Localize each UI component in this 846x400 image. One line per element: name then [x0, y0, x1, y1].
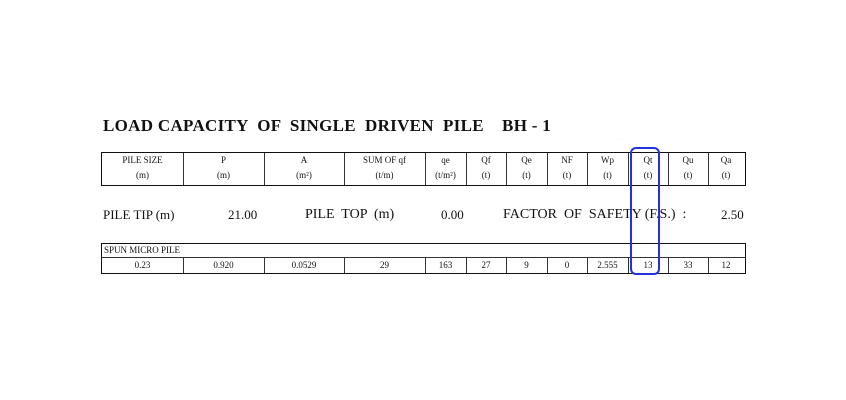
table-cell-qe: 9	[524, 260, 529, 270]
pile-tip-label: PILE TIP (m)	[103, 207, 175, 222]
header-col-qu: Qu (t)	[682, 155, 694, 180]
table-cell-qf: 27	[481, 260, 491, 270]
header-col-pile-size: PILE SIZE (m)	[122, 155, 163, 180]
pile-type-label: SPUN MICRO PILE	[104, 245, 181, 255]
page-title: LOAD CAPACITY OF SINGLE DRIVEN PILE BH - 1	[103, 116, 552, 135]
table-cell-qa: 12	[721, 260, 731, 270]
header-col-sum-qf: SUM OF qf (t/m)	[362, 155, 406, 180]
factor-of-safety-value: 2.50	[721, 207, 744, 222]
qt-column-highlight	[630, 147, 660, 275]
table-cell-qt: 13	[643, 260, 653, 270]
table-cell-qe-unit: 163	[438, 260, 453, 270]
header-col-qf: Qf (t)	[481, 155, 491, 180]
table-cell-nf: 0	[564, 260, 570, 270]
pile-top-value: 0.00	[441, 207, 464, 222]
factor-of-safety-label: FACTOR OF SAFETY (F.S.) :	[503, 207, 687, 222]
table-cell-pile-size: 0.23	[134, 260, 151, 270]
header-col-qe: Qe (t)	[521, 155, 532, 180]
header-col-qt: Qt (t)	[643, 155, 653, 180]
table-cell-wp: 2.555	[597, 260, 618, 270]
header-col-wp: Wp (t)	[601, 155, 614, 180]
header-col-qa: Qa (t)	[720, 155, 732, 180]
table-cell-a: 0.0529	[291, 260, 317, 270]
header-col-p: P (m)	[217, 155, 230, 180]
pile-tip-value: 21.00	[228, 207, 258, 222]
header-col-a: A (m²)	[296, 155, 312, 180]
table-cell-sum-qf: 29	[380, 260, 389, 270]
header-col-nf: NF (t)	[561, 155, 573, 180]
table-cell-p: 0.920	[213, 260, 234, 270]
header-col-qe-unit: qe (t/m²)	[435, 155, 456, 180]
table-cell-qu: 33	[683, 260, 693, 270]
pile-top-label: PILE TOP (m)	[305, 207, 395, 222]
scan-speck: ·	[620, 137, 622, 143]
